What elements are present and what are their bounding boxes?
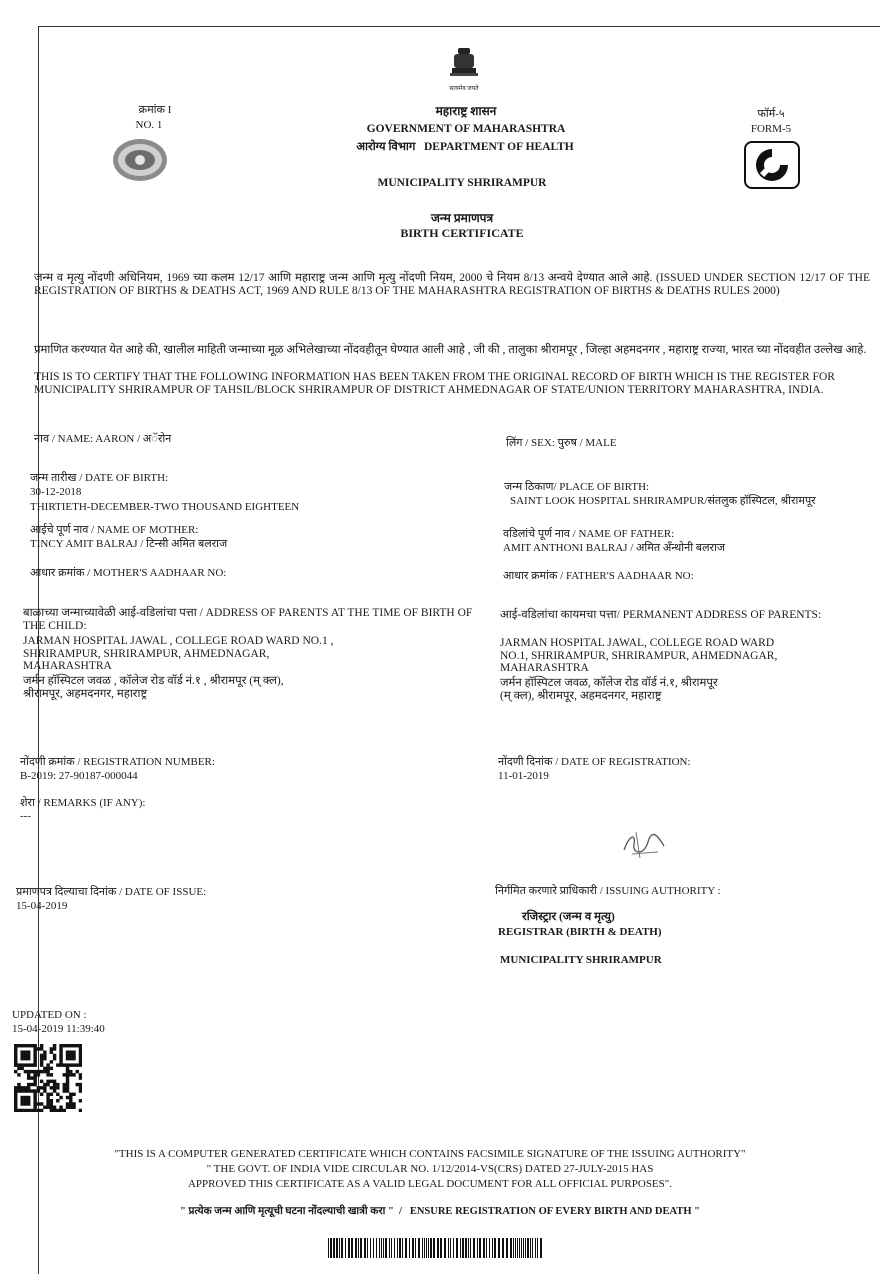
father-name-label: वडिलांचे पूर्ण नाव / NAME OF FATHER: (503, 528, 675, 540)
registration-number-value: B-2019: 27-90187-000044 (20, 770, 138, 782)
pob-value: SAINT LOOK HOSPITAL SHRIRAMPUR/संतलुक हॉस्पिटल, श्रीरामपूर (510, 495, 816, 507)
certify-text-mr: प्रमाणित करण्यात येत आहे की, खालील माहिती जन्माच्या मूळ अभिलेखाच्या नोंदवहीतून घेण्यात आली आहे , जी की , तालुका श्रीरामपूर , जिल्हा अहमदनगर , महाराष्ट्र राज्या, भारत च्या नोंदवहीत उल्लेख आहे. (34, 344, 867, 356)
registration-date-label: नोंदणी दिनांक / DATE OF REGISTRATION: (498, 756, 691, 768)
footer-note-1: "THIS IS A COMPUTER GENERATED CERTIFICATE WHICH CONTAINS FACSIMILE SIGNATURE OF THE ISSUING AUTHORITY" (114, 1148, 746, 1160)
dob-value: 30-12-2018 (30, 486, 82, 498)
mother-name-label: आईचे पूर्ण नाव / NAME OF MOTHER: (30, 524, 199, 536)
pob-label: जन्म ठिकाण/ PLACE OF BIRTH: (504, 481, 650, 493)
authority-municipality: MUNICIPALITY SHRIRAMPUR (500, 954, 662, 966)
child-name: नाव / NAME: AARON / अॅरोन (34, 433, 172, 445)
dob-label: जन्म तारीख / DATE OF BIRTH: (30, 472, 169, 484)
footer-slogan: " प्रत्येक जन्म आणि मृत्यूची घटना नोंदल्याची खात्री करा " / ENSURE REGISTRATION OF EVERY BIRTH AND DEATH " (180, 1206, 700, 1217)
certificate-title-en: BIRTH CERTIFICATE (400, 226, 524, 240)
municipal-seal-icon (112, 138, 168, 182)
permanent-address-mr: जर्मन हॉस्पिटल जवळ, कॉलेज रोड वॉर्ड नं.१, श्रीरामपूर (म् क्ल), श्रीरामपूर, अहमदनगर, महाराष्ट्र (500, 677, 718, 702)
address-at-birth-en: JARMAN HOSPITAL JAWAL , COLLEGE ROAD WARD NO.1 , SHRIRAMPUR, SHRIRAMPUR, AHMEDNAGAR, MAHARASHTRA (23, 635, 334, 672)
mother-aadhaar-label: आधार क्रमांक / MOTHER'S AADHAAR NO: (30, 567, 227, 579)
govt-title-en: GOVERNMENT OF MAHARASHTRA (366, 123, 566, 135)
address-at-birth-label: बाळाच्या जन्माच्यावेळी आई-वडिलांचा पत्ता / ADDRESS OF PARENTS AT THE TIME OF BIRTH OF THE CHILD: (23, 607, 473, 632)
updated-on-label: UPDATED ON : (12, 1009, 87, 1021)
father-aadhaar-label: आधार क्रमांक / FATHER'S AADHAAR NO: (503, 570, 694, 582)
registrar-title-en: REGISTRAR (BIRTH & DEATH) (498, 926, 662, 938)
registrar-signature-icon (618, 828, 670, 862)
permanent-address-en: JARMAN HOSPITAL JAWAL, COLLEGE ROAD WARD NO.1, SHRIRAMPUR, SHRIRAMPUR, AHMEDNAGAR, MAHARASHTRA (500, 637, 778, 674)
govt-title-mr: महाराष्ट्र शासन (435, 104, 497, 118)
issued-under-text: जन्म व मृत्यु नोंदणी अधिनियम, 1969 च्या कलम 12/17 आणि महाराष्ट्र जन्म आणि मृत्यु नोंदणी नियम, 2000 चे नियम 8/13 अन्वये देण्यात आले आहे. (ISSUED UNDER SECTION 12/17 OF THE REGISTRATION OF BIRTHS & DEATHS ACT, 1969 AND RULE 8/13 OF THE MAHARASHTRA REGISTRATION OF BIRTHS & DEATHS RULES 2000) (34, 272, 870, 297)
registration-date-value: 11-01-2019 (498, 770, 549, 782)
form-label-mr: फॉर्म-५ (757, 108, 785, 120)
qr-code-icon (14, 1044, 82, 1112)
permanent-address-label: आई-वडिलांचा कायमचा पत्ता/ PERMANENT ADDRESS OF PARENTS: (500, 609, 822, 621)
certificate-title-mr: जन्म प्रमाणपत्र (430, 211, 494, 225)
form-label-en: FORM-5 (750, 123, 792, 135)
national-emblem-icon (444, 46, 484, 82)
certify-text-en: THIS IS TO CERTIFY THAT THE FOLLOWING INFORMATION HAS BEEN TAKEN FROM THE ORIGINAL RECORD OF BIRTH WHICH IS THE REGISTER FOR MUNICIPALITY SHRIRAMPUR OF TAHSIL/BLOCK SHRIRAMPUR OF DISTRICT AHMEDNAGAR OF STATE/UNION TERRITORY MAHARASHTRA, INDIA. (34, 371, 835, 396)
barcode-icon (328, 1238, 546, 1258)
father-name-value: AMIT ANTHONI BALRAJ / अमित अँन्थोनी बलराज (503, 542, 726, 554)
mother-name-value: TINCY AMIT BALRAJ / टिन्सी अमित बलराज (30, 538, 228, 550)
emblem-motto: सत्यमेव जयते (449, 86, 479, 92)
crs-logo-icon (744, 141, 800, 189)
serial-label-mr: क्रमांक I (138, 104, 172, 116)
registrar-title-mr: रजिस्ट्रार (जन्म व मृत्यु) (522, 911, 615, 923)
updated-on-value: 15-04-2019 11:39:40 (12, 1023, 105, 1035)
issue-date-label: प्रमाणपत्र दिल्याचा दिनांक / DATE OF ISSUE: (16, 886, 207, 898)
footer-note-3: APPROVED THIS CERTIFICATE AS A VALID LEGAL DOCUMENT FOR ALL OFFICIAL PURPOSES". (187, 1178, 673, 1190)
child-sex: लिंग / SEX: पुरुष / MALE (506, 437, 617, 449)
address-at-birth-mr: जर्मन हॉस्पिटल जवळ , कॉलेज रोड वॉर्ड नं.१ , श्रीरामपूर (म् क्ल), श्रीरामपूर, अहमदनगर, महाराष्ट्र (23, 675, 284, 700)
serial-label-en: NO. 1 (135, 119, 163, 131)
remarks-label: शेरा / REMARKS (IF ANY): (20, 797, 146, 809)
remarks-value: --- (20, 810, 31, 822)
dob-words: THIRTIETH-DECEMBER-TWO THOUSAND EIGHTEEN (30, 501, 300, 513)
municipality-title: MUNICIPALITY SHRIRAMPUR (377, 177, 547, 189)
department-title: आरोग्य विभाग DEPARTMENT OF HEALTH (356, 141, 574, 153)
registration-number-label: नोंदणी क्रमांक / REGISTRATION NUMBER: (20, 756, 215, 768)
issuing-authority-label: निर्गमित करणारे प्राधिकारी / ISSUING AUTHORITY : (495, 885, 721, 897)
issue-date-value: 15-04-2019 (16, 900, 68, 912)
footer-note-2: " THE GOVT. OF INDIA VIDE CIRCULAR NO. 1/12/2014-VS(CRS) DATED 27-JULY-2015 HAS (206, 1163, 654, 1175)
